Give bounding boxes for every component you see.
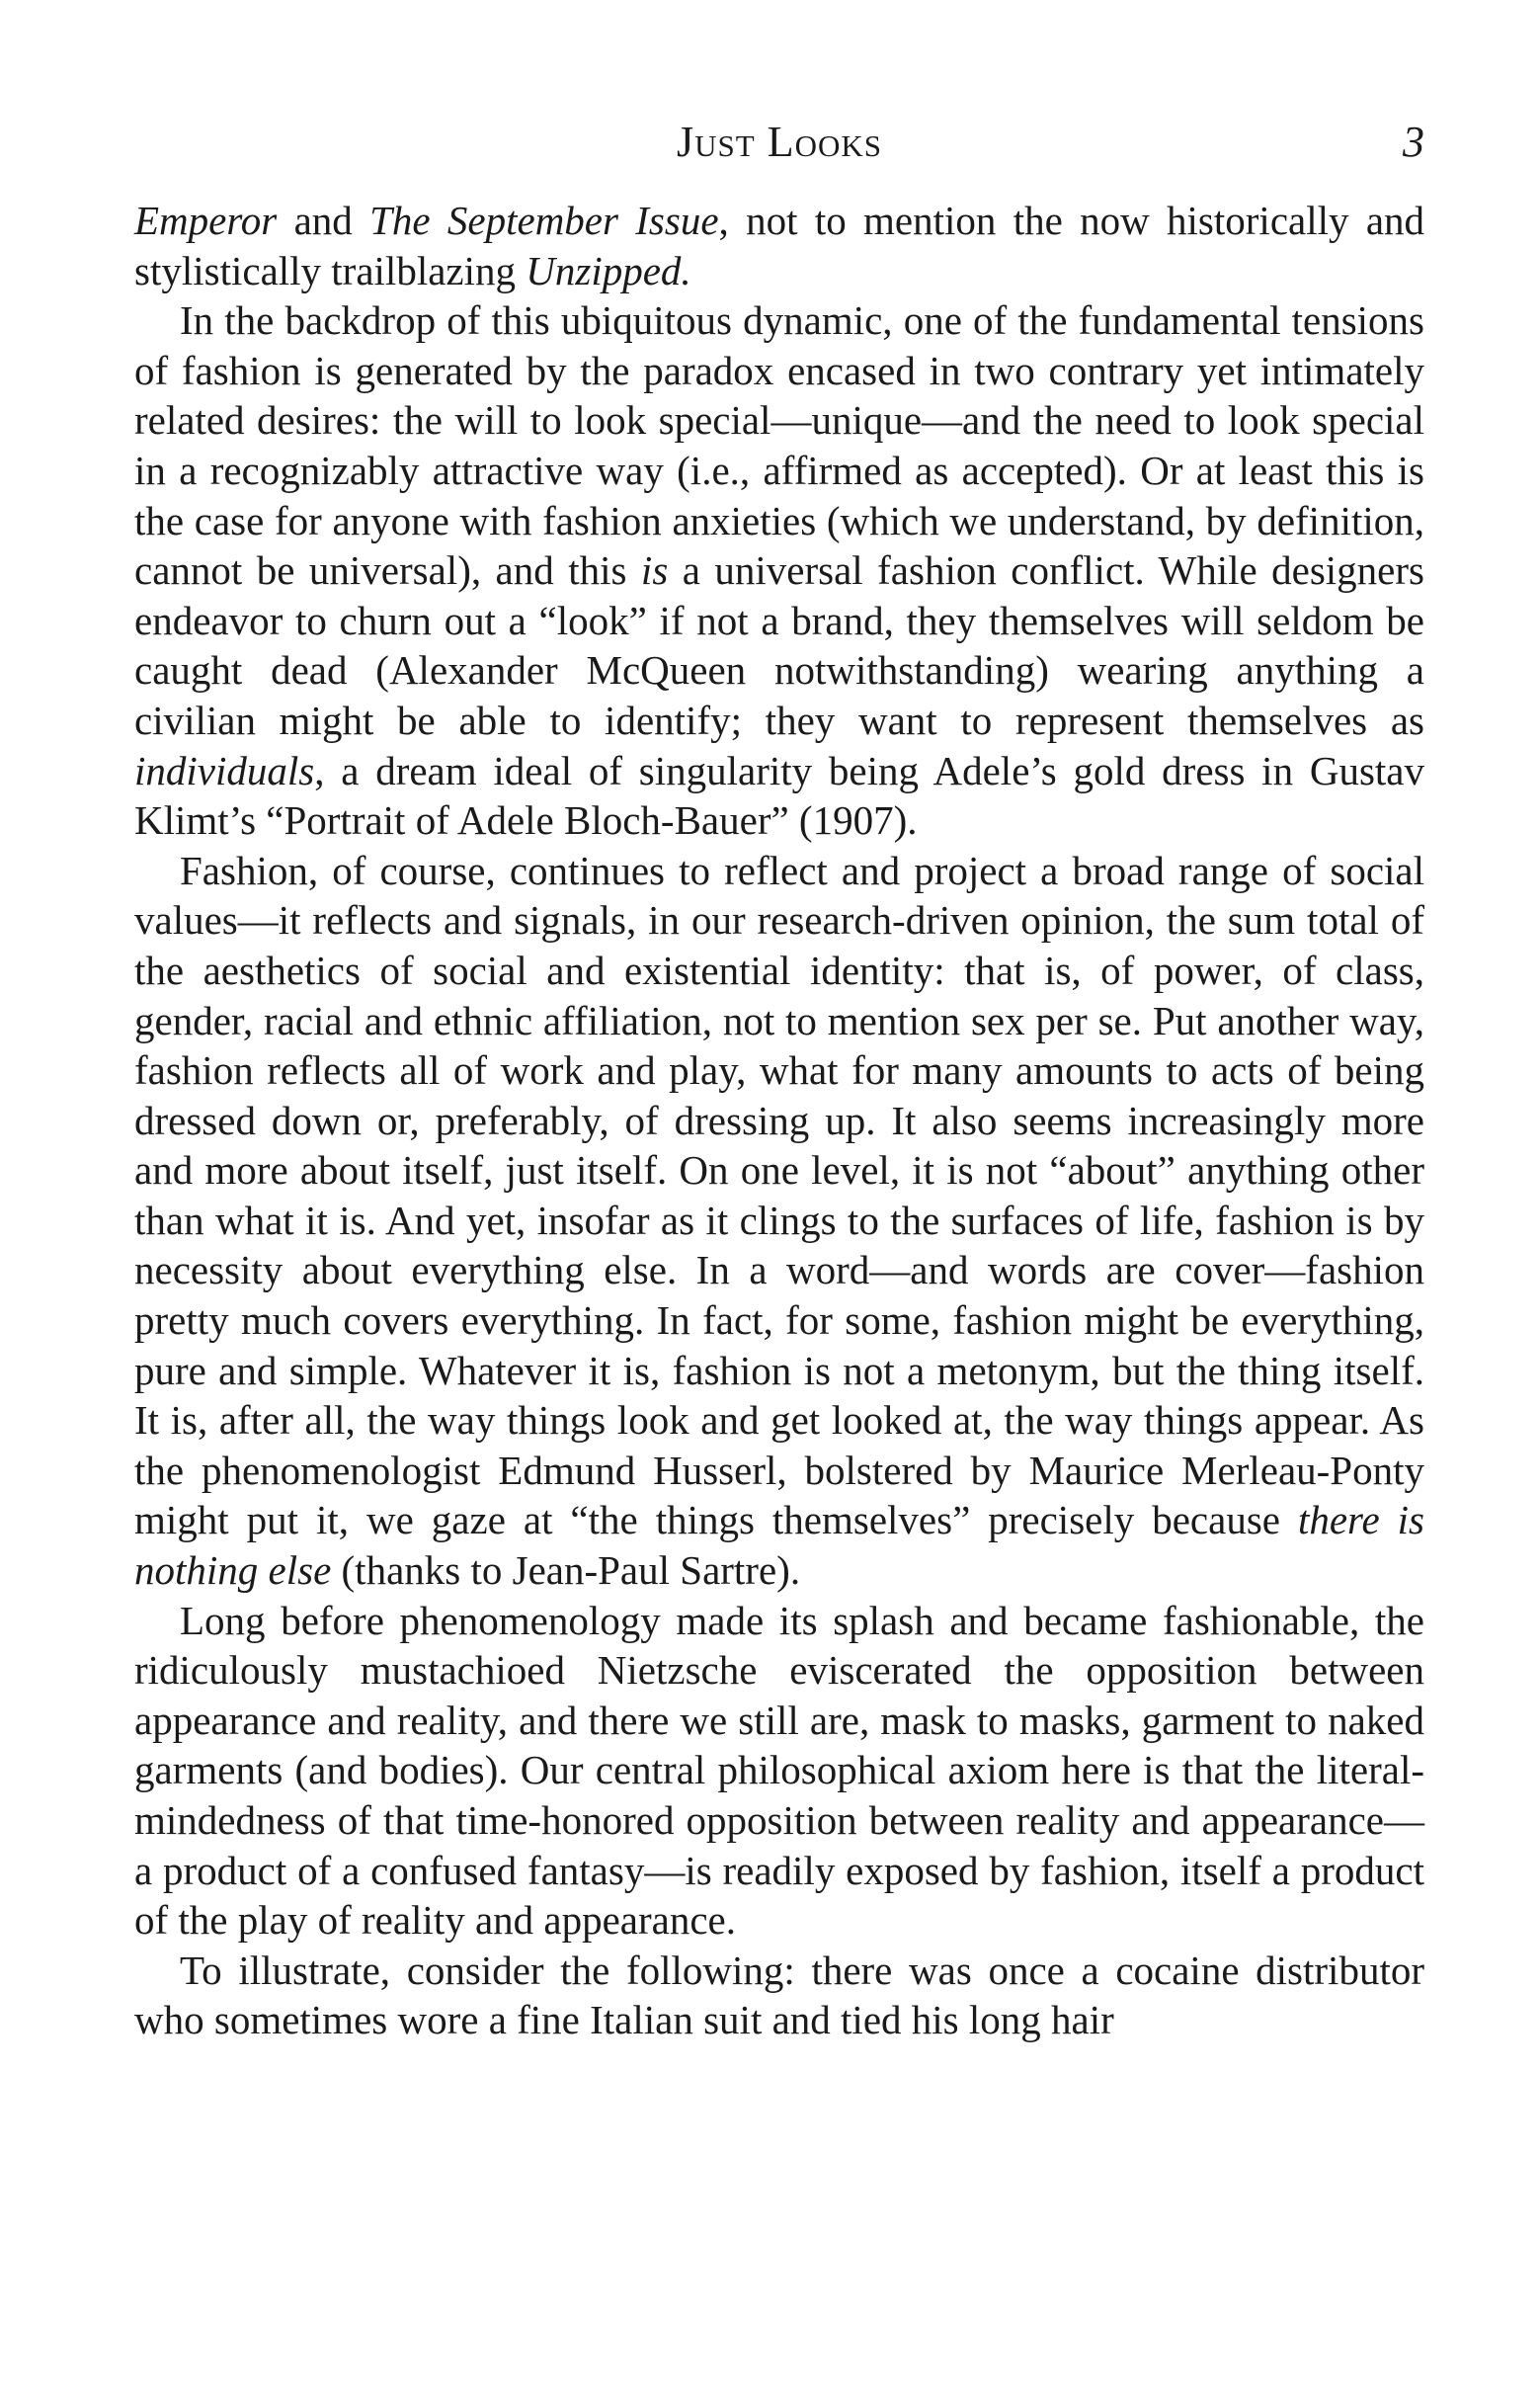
body-text: [134, 196, 1424, 2045]
text-segment: individuals: [134, 747, 315, 793]
text-segment: Emperor: [134, 198, 278, 243]
paragraph-5: [134, 1946, 1424, 2045]
text-segment: Long before phenomenology made its splash and became fashionable, the ridiculously mustachioed Nietzsche eviscerated the opposition between appearance and reality, and there we still are, mask to masks, garment to naked garments (and bodies). Our central philosophical axiom here is that the literal-mindedness of that time-honored opposition between reality and appearance—a product of a confused fantasy—is readily exposed by fashion, itself a product of the play of reality and appearance.: [134, 1597, 1424, 1944]
paragraph-4: [134, 1596, 1424, 1946]
text-segment: is: [640, 547, 669, 594]
text-segment: , not to mention the now historically and stylistically trailblazing: [134, 198, 1425, 293]
running-head: [134, 117, 1424, 176]
paragraph-1: [134, 196, 1424, 295]
text-segment: and: [277, 198, 370, 243]
text-segment: (thanks to Jean-Paul Sartre).: [331, 1547, 801, 1594]
paragraph-2: [134, 295, 1424, 846]
page-number: 3: [1403, 118, 1424, 166]
paragraph-3: [134, 846, 1424, 1596]
text-segment: In the backdrop of this ubiquitous dynamic, one of the fundamental tensions of fashion is generated by the paradox encased in two contrary yet intimately related desires: the will to look special—unique—and the need to look special in a recognizably attractive way (i.e., affirmed as accepted). Or at least this is the case for anyone with fashion anxieties (which we understand, by definition, cannot be universal), and this: [134, 297, 1424, 594]
text-segment: To illustrate, consider the following: there was once a cocaine distributor who sometimes wore a fine Italian suit and tied his long hair: [134, 1947, 1424, 2043]
text-segment: there is nothing else: [134, 1497, 1424, 1594]
text-segment: , a dream ideal of singularity being Adele’s gold dress in Gustav Klimt’s “Portrait of Adele Bloch-Bauer” (1907).: [134, 747, 1424, 844]
text-segment: The September Issue: [369, 198, 719, 243]
running-title: Just Looks: [677, 118, 882, 166]
text-segment: Unzipped.: [526, 247, 691, 293]
text-segment: a universal fashion conflict. While designers endeavor to churn out a “look” if not a brand, they themselves will seldom be caught dead (Alexander McQueen notwithstanding) wearing anything a civilian might be able to identify; they want to represent themselves as: [134, 547, 1424, 743]
text-segment: Fashion, of course, continues to reflect and project a broad range of social values—it reflects and signals, in our research-driven opinion, the sum total of the aesthetics of social and existential identity: that is, of power, of class, gender, racial and ethnic affiliation, not to mention sex per se. Put another way, fashion reflects all of work and play, what for many amounts to acts of being dressed down or, preferably, of dressing up. It also seems increasingly more and more about itself, just itself. On one level, it is not “about” anything other than what it is. And yet, insofar as it clings to the surfaces of life, fashion is by necessity about everything else. In a word—and words are cover—fashion pretty much covers everything. In fact, for some, fashion might be everything, pure and simple. Whatever it is, fashion is not a metonym, but the thing itself. It is, after all, the way things look and get looked at, the way things appear. As the phenomenologist Edmund Husserl, bolstered by Maurice Merleau-Ponty might put it, we gaze at “the things themselves” precisely because: [134, 847, 1424, 1543]
